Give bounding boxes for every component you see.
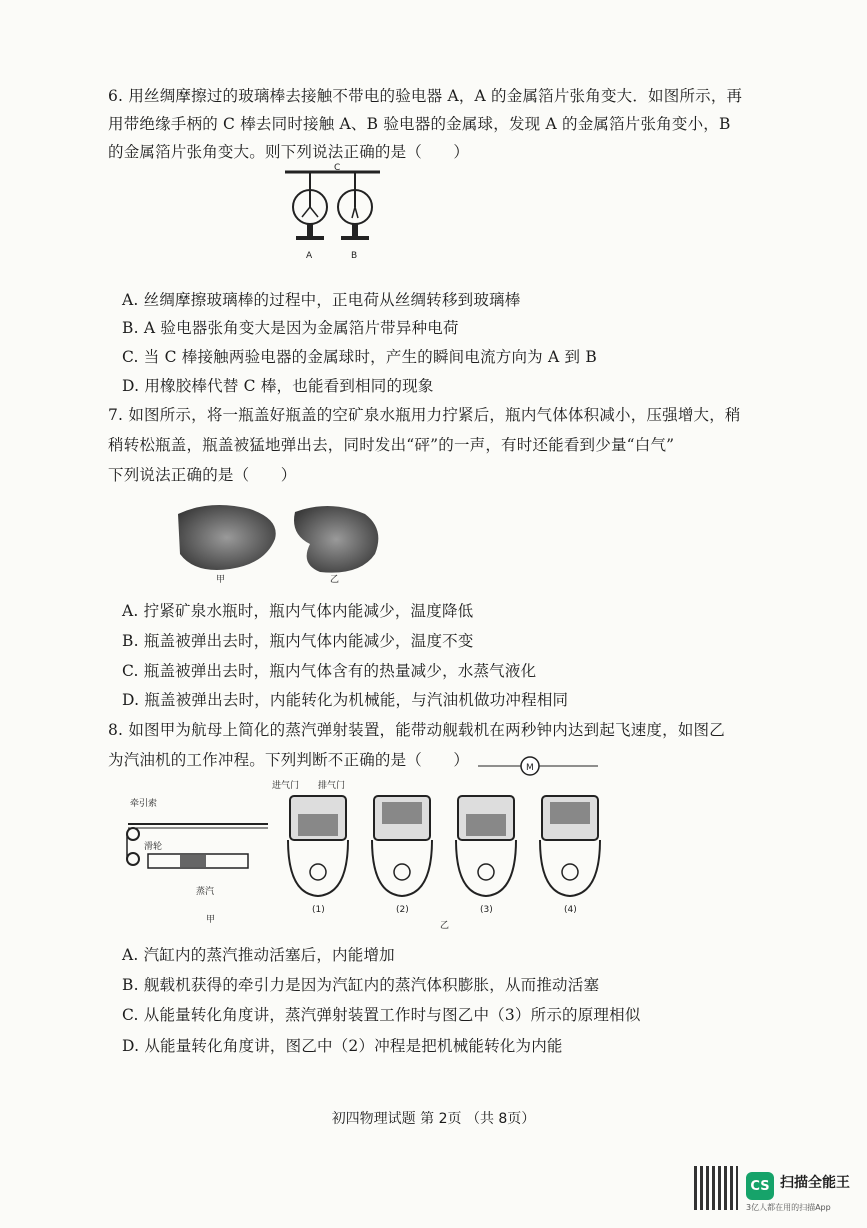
scanner-tagline: 3亿人都在用的扫描App: [746, 1203, 831, 1212]
electroscope-figure: [280, 162, 390, 262]
q8-line-2: 为汽油机的工作冲程。下列判断不正确的是（ ）: [108, 751, 470, 769]
label-intake: 进气门: [272, 781, 300, 791]
label-pulley: 滑轮: [144, 842, 163, 852]
label-cylinder: 蒸汽: [196, 887, 215, 897]
q6-line-2: 用带绝缘手柄的 C 棒去同时接触 A、B 验电器的金属球，发现 A 的金属箔片张角变小，B: [108, 115, 731, 133]
engine-stroke-3: [456, 796, 516, 896]
label-traction: 牵引索: [130, 799, 158, 809]
page-footer: 初四物理试题 第 2页 （共 8页）: [331, 1111, 536, 1127]
pulley-bottom: [127, 853, 139, 865]
q8-option-c: C. 从能量转化角度讲，蒸汽弹射装置工作时与图乙中（3）所示的原理相似: [122, 1006, 641, 1024]
engine-stroke-2: [372, 796, 432, 896]
label-a: A: [306, 251, 313, 261]
label-b: B: [351, 251, 358, 261]
scanner-app-name: 扫描全能王: [780, 1175, 850, 1191]
q6-option-a: A. 丝绸摩擦玻璃棒的过程中，正电荷从丝绸转移到玻璃棒: [122, 291, 521, 309]
q7-line-2: 稍转松瓶盖，瓶盖被猛地弹出去，同时发出“砰”的一声，有时还能看到少量“白气”: [108, 436, 675, 454]
label-exhaust: 排气门: [318, 781, 346, 791]
q7-line-1: 7. 如图所示，将一瓶盖好瓶盖的空矿泉水瓶用力拧紧后，瓶内气体体积减小，压强增大，稍: [108, 406, 741, 424]
engine-stroke-4: [540, 796, 600, 896]
label-yi: 乙: [330, 575, 340, 585]
bottle-figure: [170, 494, 390, 586]
q8-option-a: A. 汽缸内的蒸汽推动活塞后，内能增加: [122, 946, 395, 964]
label-yi-8: 乙: [440, 921, 450, 931]
q7-option-b: B. 瓶盖被弹出去时，瓶内气体内能减少，温度不变: [122, 632, 474, 650]
hand-photo-left: [178, 505, 276, 570]
label-jia-8: 甲: [206, 915, 216, 925]
qr-code-icon: [694, 1166, 738, 1210]
q7-line-3: 下列说法正确的是（ ）: [108, 466, 297, 484]
label-motor: M: [526, 763, 534, 773]
label-c: C: [334, 163, 341, 173]
q6-option-d: D. 用橡胶棒代替 C 棒，也能看到相同的现象: [122, 377, 434, 395]
q7-option-c: C. 瓶盖被弹出去时，瓶内气体含有的热量减少，水蒸气液化: [122, 662, 537, 680]
q8-option-b: B. 舰载机获得的牵引力是因为汽缸内的蒸汽体积膨胀，从而推动活塞: [122, 976, 600, 994]
q8-option-d: D. 从能量转化角度讲，图乙中（2）冲程是把机械能转化为内能: [122, 1037, 563, 1055]
q7-option-a: A. 拧紧矿泉水瓶时，瓶内气体内能减少，温度降低: [122, 602, 474, 620]
q6-option-b: B. A 验电器张角变大是因为金属箔片带异种电荷: [122, 319, 459, 337]
q6-line-1: 6. 用丝绸摩擦过的玻璃棒去接触不带电的验电器 A，A 的金属箔片张角变大．如图所示，再: [108, 87, 743, 105]
q7-option-d: D. 瓶盖被弹出去时，内能转化为机械能，与汽油机做功冲程相同: [122, 691, 569, 709]
hand-photo-right: [294, 506, 378, 573]
camscanner-logo: CS: [746, 1172, 774, 1200]
label-stroke-1: (1): [312, 905, 325, 915]
label-jia: 甲: [216, 575, 226, 585]
pulley-top: [127, 828, 139, 840]
label-stroke-2: (2): [396, 905, 409, 915]
scanner-badge: [694, 1166, 854, 1216]
engine-stroke-1: [288, 796, 348, 896]
label-stroke-3: (3): [480, 905, 493, 915]
label-stroke-4: (4): [564, 905, 577, 915]
q6-option-c: C. 当 C 棒接触两验电器的金属球时，产生的瞬间电流方向为 A 到 B: [122, 348, 597, 366]
q6-line-3: 的金属箔片张角变大。则下列说法正确的是（ ）: [108, 143, 470, 161]
q8-line-1: 8. 如图甲为航母上简化的蒸汽弹射装置，能带动舰载机在两秒钟内达到起飞速度，如图乙: [108, 721, 725, 739]
steam-catapult-engine-figure: [118, 754, 638, 934]
